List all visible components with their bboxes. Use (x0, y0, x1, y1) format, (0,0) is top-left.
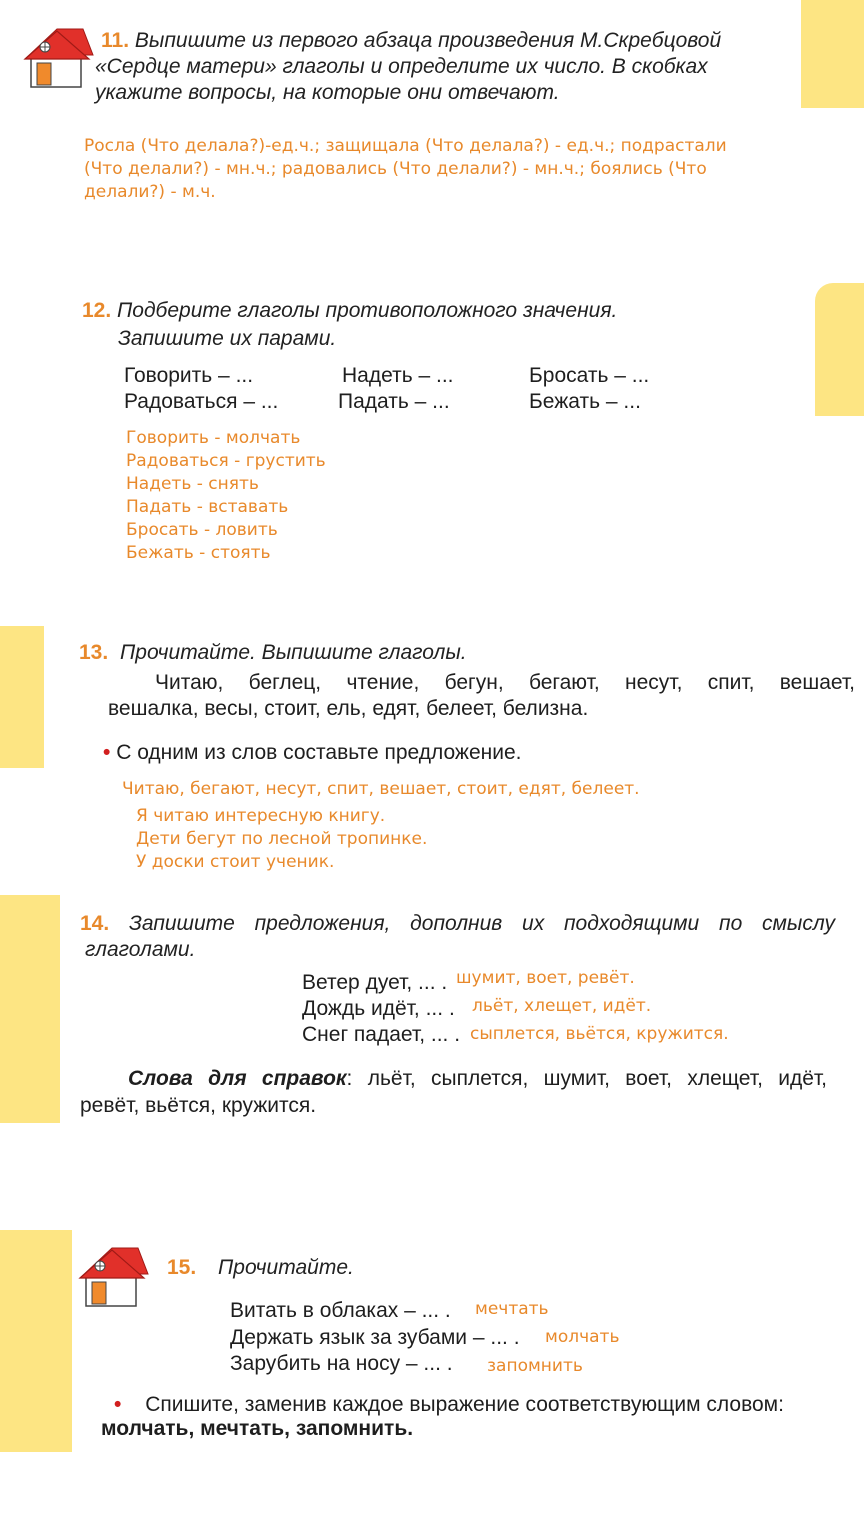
task12-answer-3: Надеть - снять (126, 474, 259, 494)
task14-line2: глаголами. (85, 938, 196, 961)
task12-answer-2: Радоваться - грустить (126, 451, 326, 471)
task11-heading (101, 27, 721, 54)
task12-cell-r1c1: Говорить – ... (124, 364, 254, 387)
yellow-band-left-3 (0, 1230, 72, 1452)
task12-answer-4: Падать - вставать (126, 497, 289, 517)
task12-line2: Запишите их парами. (118, 327, 337, 350)
task15-heading (167, 1254, 354, 1281)
task14-reference-line2: ревёт, вьётся, кружится. (80, 1094, 317, 1117)
task14-row-2-answer: льёт, хлещет, идёт. (472, 996, 652, 1016)
task13-words-line1: Читаю, беглец, чтение, бегун, бегают, несут, спит, вешает, (155, 671, 855, 694)
task15-row-1-text: Витать в облаках – ... . (230, 1299, 451, 1322)
task12-cell-r2c1: Радоваться – ... (124, 390, 279, 413)
task15-row-2-text: Держать язык за зубами – ... . (230, 1326, 520, 1349)
task12-answer-1: Говорить - молчать (126, 428, 301, 448)
task12-cell-r2c2: Падать – ... (338, 390, 450, 413)
task15-row-1-answer: мечтать (475, 1299, 549, 1319)
task14-heading (80, 910, 835, 937)
task15-row-2-answer: молчать (545, 1327, 620, 1347)
task13-bullet: • (103, 741, 111, 764)
yellow-band-left-1 (0, 626, 44, 768)
task13-sentence-2: Дети бегут по лесной тропинке. (136, 829, 428, 849)
task11-number: 11. (101, 29, 130, 52)
task14-reference-colon: : (346, 1067, 353, 1090)
task12-number: 12. (82, 299, 112, 322)
house-icon (78, 1246, 150, 1313)
task11-line3: укажите вопросы, на которые они отвечают. (95, 81, 560, 104)
task14-row-1-text: Ветер дует, ... . (302, 971, 448, 994)
yellow-band-right-middle (815, 283, 864, 416)
task13-answer-verbs: Читаю, бегают, несут, спит, вешает, стоит, едят, белеет. (122, 779, 640, 799)
task15-instruction-row (114, 1392, 784, 1418)
yellow-band-left-2 (0, 895, 60, 1123)
task11-line1: Выпишите из первого абзаца произведения М.Скребцовой (134, 29, 722, 52)
task14-row-3-text: Снег падает, ... . (302, 1023, 461, 1046)
task13-sentence-1: Я читаю интересную книгу. (136, 806, 386, 826)
task12-heading (82, 297, 617, 324)
task14-number: 14. (80, 912, 110, 935)
task11-answer-line1: Росла (Что делала?)-ед.ч.; защищала (Что делала?) - ед.ч.; подрастали (84, 136, 727, 156)
task13-heading (79, 639, 467, 666)
task15-bullet: • (114, 1393, 122, 1416)
task15-words: молчать, мечтать, запомнить. (101, 1417, 414, 1440)
yellow-band-right-top (801, 0, 864, 108)
task13-instruction-row (103, 740, 521, 766)
task13-title: Прочитайте. Выпишите глаголы. (120, 641, 467, 664)
task12-cell-r2c3: Бежать – ... (529, 390, 641, 413)
task15-number: 15. (167, 1256, 197, 1279)
task15-title: Прочитайте. (218, 1256, 354, 1279)
task14-line1: Запишите предложения, дополнив их подходящими по смыслу (128, 912, 835, 935)
task14-reference-label: Слова для справок (128, 1067, 347, 1090)
task11-line2: «Сердце матери» глаголы и определите их число. В скобках (95, 55, 708, 78)
task12-answer-6: Бежать - стоять (126, 543, 271, 563)
task15-row-3-answer: запомнить (487, 1356, 583, 1376)
task14-reference-words1: льёт, сыплется, шумит, воет, хлещет, идёт, (367, 1067, 827, 1090)
task12-cell-r1c2: Надеть – ... (342, 364, 454, 387)
task13-number: 13. (79, 641, 109, 664)
task15-row-3-text: Зарубить на носу – ... . (230, 1352, 453, 1375)
task12-cell-r1c3: Бросать – ... (529, 364, 650, 387)
task13-instruction: С одним из слов составьте предложение. (116, 741, 522, 764)
task14-reference-line1 (128, 1066, 827, 1092)
task13-sentence-3: У доски стоит ученик. (136, 852, 335, 872)
task14-row-3-answer: сыплется, вьётся, кружится. (470, 1024, 729, 1044)
house-icon (23, 27, 95, 94)
task11-answer-line2: (Что делали?) - мн.ч.; радовались (Что делали?) - мн.ч.; боялись (Что (84, 159, 707, 179)
task12-line1: Подберите глаголы противоположного значения. (117, 299, 618, 322)
task15-instruction: Спишите, заменив каждое выражение соответствующим словом: (145, 1393, 784, 1416)
task12-answer-5: Бросать - ловить (126, 520, 278, 540)
task14-row-1-answer: шумит, воет, ревёт. (456, 968, 635, 988)
task11-answer-line3: делали?) - м.ч. (84, 182, 216, 202)
task14-row-2-text: Дождь идёт, ... . (302, 997, 455, 1020)
task13-words-line2: вешалка, весы, стоит, ель, едят, белеет, белизна. (108, 697, 589, 720)
